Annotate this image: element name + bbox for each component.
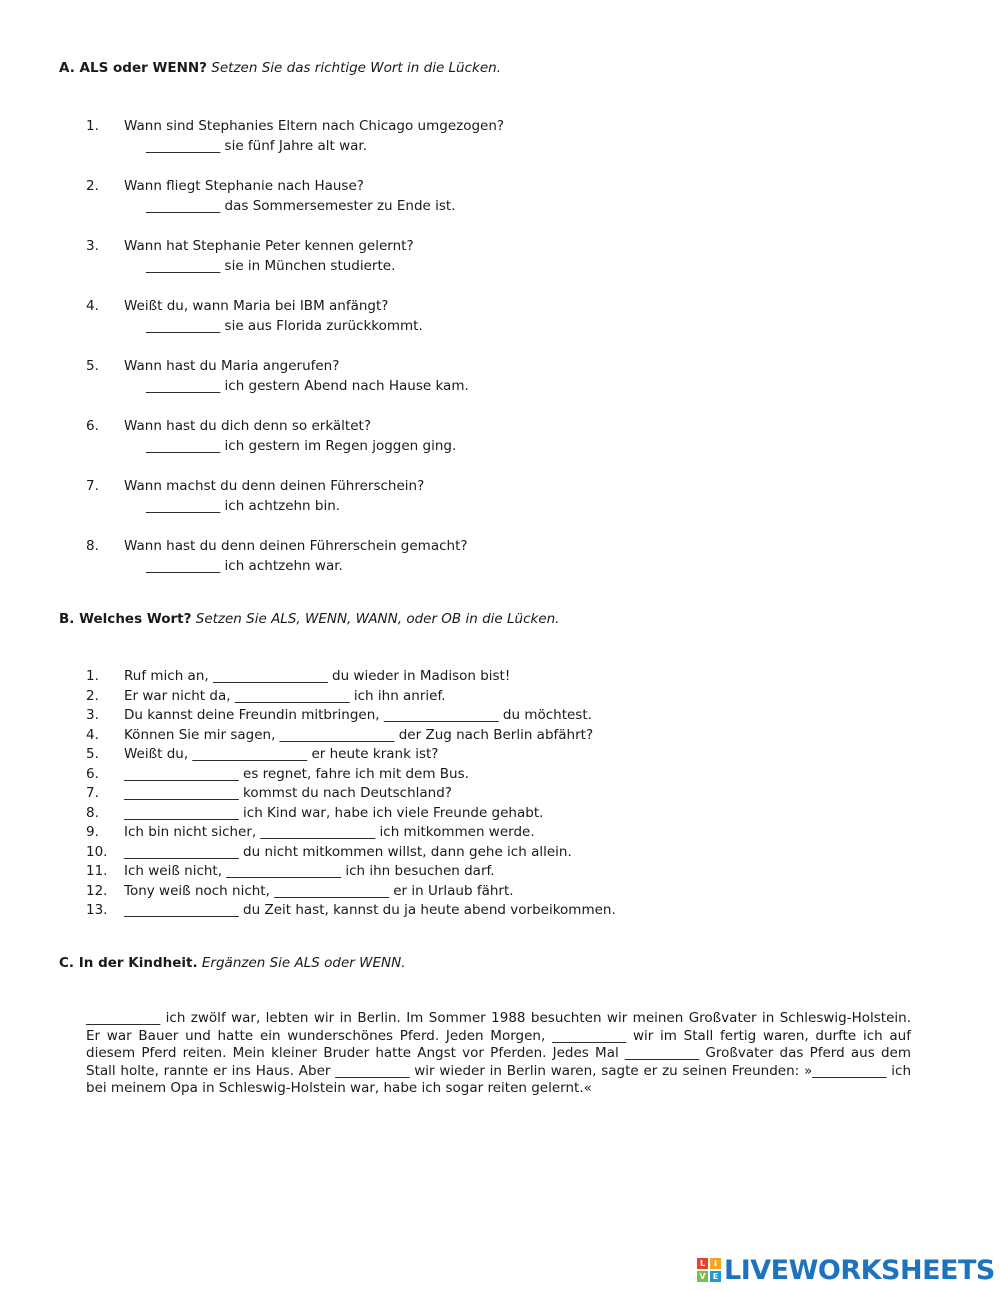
item-sentence[interactable]: Er war nicht da, _________________ ich ihn anrief. xyxy=(124,688,446,704)
section-a-instruction: Setzen Sie das richtige Wort in die Lücken. xyxy=(211,60,502,76)
section-c-heading xyxy=(59,955,406,971)
item-sentence[interactable]: Ich weiß nicht, _________________ ich ihn besuchen darf. xyxy=(124,863,495,879)
item-number: 6. xyxy=(86,766,99,782)
item-sentence[interactable]: Tony weiß noch nicht, _________________ er in Urlaub fährt. xyxy=(124,883,514,899)
item-answer-blank[interactable]: ___________ sie in München studierte. xyxy=(146,258,396,274)
item-number: 1. xyxy=(86,118,99,134)
item-sentence[interactable]: _________________ kommst du nach Deutschland? xyxy=(124,785,452,801)
item-question: Wann fliegt Stephanie nach Hause? xyxy=(124,178,364,194)
item-number: 1. xyxy=(86,668,99,684)
item-question: Wann hast du Maria angerufen? xyxy=(124,358,340,374)
section-a-title: A. ALS oder WENN? xyxy=(59,60,207,76)
item-number: 4. xyxy=(86,298,99,314)
item-number: 5. xyxy=(86,358,99,374)
item-answer-blank[interactable]: ___________ das Sommersemester zu Ende ist. xyxy=(146,198,456,214)
item-question: Wann hat Stephanie Peter kennen gelernt? xyxy=(124,238,414,254)
item-sentence[interactable]: _________________ es regnet, fahre ich mit dem Bus. xyxy=(124,766,469,782)
item-number: 4. xyxy=(86,727,99,743)
section-a-heading xyxy=(59,60,501,76)
item-question: Wann hast du dich denn so erkältet? xyxy=(124,418,371,434)
item-sentence[interactable]: Du kannst deine Freundin mitbringen, _________________ du möchtest. xyxy=(124,707,592,723)
item-number: 9. xyxy=(86,824,99,840)
item-answer-blank[interactable]: ___________ ich achtzehn bin. xyxy=(146,498,341,514)
item-number: 2. xyxy=(86,178,99,194)
item-number: 5. xyxy=(86,746,99,762)
item-question: Weißt du, wann Maria bei IBM anfängt? xyxy=(124,298,389,314)
item-sentence[interactable]: Ich bin nicht sicher, _________________ ich mitkommen werde. xyxy=(124,824,535,840)
item-number: 13. xyxy=(86,902,108,918)
item-sentence[interactable]: Können Sie mir sagen, _________________ der Zug nach Berlin abfährt? xyxy=(124,727,594,743)
item-number: 10. xyxy=(86,844,108,860)
item-number: 8. xyxy=(86,805,99,821)
item-number: 3. xyxy=(86,707,99,723)
item-number: 7. xyxy=(86,785,99,801)
item-answer-blank[interactable]: ___________ sie fünf Jahre alt war. xyxy=(146,138,368,154)
item-sentence[interactable]: Ruf mich an, _________________ du wieder in Madison bist! xyxy=(124,668,511,684)
item-number: 7. xyxy=(86,478,99,494)
item-answer-blank[interactable]: ___________ ich achtzehn war. xyxy=(146,558,343,574)
item-sentence[interactable]: _________________ du Zeit hast, kannst du ja heute abend vorbeikommen. xyxy=(124,902,616,918)
item-number: 11. xyxy=(86,863,108,879)
item-question: Wann machst du denn deinen Führerschein? xyxy=(124,478,425,494)
section-b-title: B. Welches Wort? xyxy=(59,611,192,627)
item-number: 8. xyxy=(86,538,99,554)
item-sentence[interactable]: Weißt du, _________________ er heute krank ist? xyxy=(124,746,439,762)
item-sentence[interactable]: _________________ du nicht mitkommen willst, dann gehe ich allein. xyxy=(124,844,572,860)
section-b-instruction: Setzen Sie ALS, WENN, WANN, oder OB in die Lücken. xyxy=(195,611,560,627)
logo-block: V xyxy=(697,1271,708,1282)
section-b-heading xyxy=(59,611,559,627)
item-answer-blank[interactable]: ___________ ich gestern im Regen joggen ging. xyxy=(146,438,457,454)
item-sentence[interactable]: _________________ ich Kind war, habe ich viele Freunde gehabt. xyxy=(124,805,544,821)
section-c-title: C. In der Kindheit. xyxy=(59,955,198,971)
item-question: Wann hast du denn deinen Führerschein gemacht? xyxy=(124,538,468,554)
item-answer-blank[interactable]: ___________ ich gestern Abend nach Hause kam. xyxy=(146,378,469,394)
item-number: 12. xyxy=(86,883,108,899)
logo-blocks-icon xyxy=(697,1258,721,1282)
item-number: 6. xyxy=(86,418,99,434)
liveworksheets-logo xyxy=(697,1253,995,1287)
section-c-instruction: Ergänzen Sie ALS oder WENN. xyxy=(201,955,406,971)
logo-block: E xyxy=(710,1271,721,1282)
logo-block: I xyxy=(710,1258,721,1269)
item-answer-blank[interactable]: ___________ sie aus Florida zurückkommt. xyxy=(146,318,423,334)
logo-text: LIVEWORKSHEETS xyxy=(724,1254,995,1286)
item-number: 2. xyxy=(86,688,99,704)
item-question: Wann sind Stephanies Eltern nach Chicago umgezogen? xyxy=(124,118,505,134)
item-number: 3. xyxy=(86,238,99,254)
logo-block: L xyxy=(697,1258,708,1269)
section-c-paragraph[interactable]: ___________ ich zwölf war, lebten wir in Berlin. Im Sommer 1988 besuchten wir meinen Großvater in Schleswig-Holstein. Er war Bauer und hatte ein wunderschönes Pferd. Jeden Morgen, ___________ wir im Stall fertig waren, durfte ich auf diesem Pferd reiten. Mein kleiner Bruder hatte Angst vor Pferden. Jedes Mal ___________ Großvater das Pferd aus dem Stall holte, rannte er ins Haus. Aber ___________ wir wieder in Berlin waren, sagte er zu seinen Freunden: »___________ ich bei meinem Opa in Schleswig-Holstein war, habe ich sogar reiten gelernt.« xyxy=(86,1010,911,1096)
